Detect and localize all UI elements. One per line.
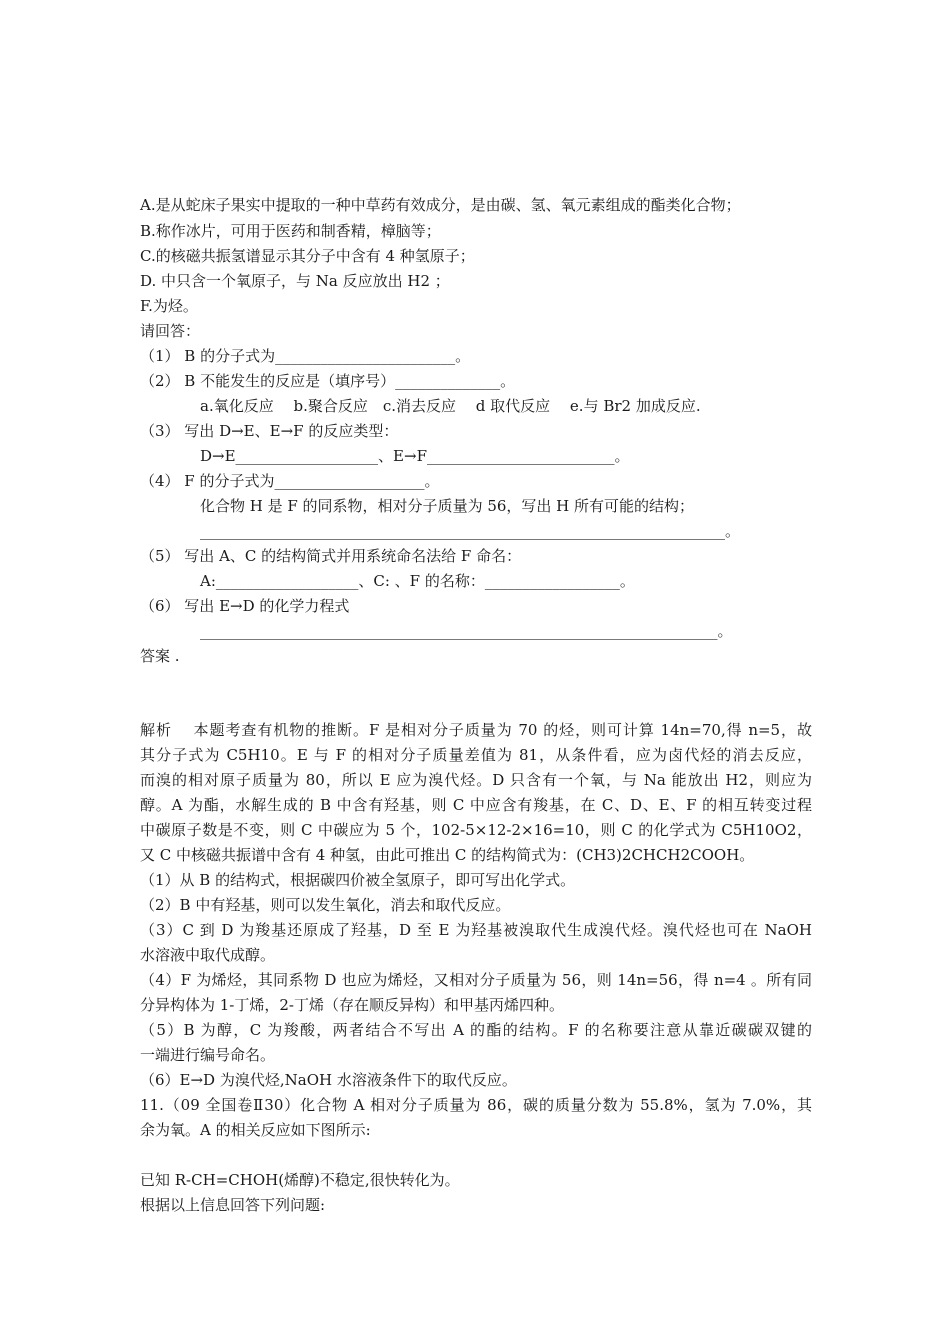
question-4: （4） F 的分子式为____________________。 [140, 472, 440, 490]
question-4-sub: 化合物 H 是 F 的同系物，相对分子质量为 56，写出 H 所有可能的结构； [200, 497, 695, 515]
intro-line-f: F.为烃。 [140, 297, 198, 315]
question-6-blank: _____________________________________________________________________。 [200, 622, 733, 640]
intro-line-c: C.的核磁共振氢谱显示其分子中含有 4 种氢原子； [140, 247, 475, 265]
problem-11-line: 余为氧。A 的相关反应如下图所示: [140, 1121, 371, 1139]
analysis-line: 又 C 中核磁共振谱中含有 4 种氢，由此可推出 C 的结构简式为：(CH3)2CHCH2COOH。 [140, 846, 755, 864]
intro-line-a: A.是从蛇床子果实中提取的一种中草药有效成分，是由碳、氢、氧元素组成的酯类化合物； [140, 196, 741, 214]
analysis-line: 中碳原子数是不变，则 C 中碳应为 5 个，102-5×12-2×16=10，则 C 的化学式为 C5H10O2， [140, 821, 812, 839]
problem-11-line: 11.（09 全国卷Ⅱ30）化合物 A 相对分子质量为 86，碳的质量分数为 55.8%，氢为 7.0%，其 [140, 1096, 812, 1114]
analysis-line: 而溴的相对原子质量为 80，所以 E 应为溴代烃。D 只含有一个氧，与 Na 能放出 H2，则应为 [140, 771, 812, 789]
analysis-line: （2）B 中有羟基，则可以发生氧化，消去和取代反应。 [140, 896, 511, 914]
question-3: （3） 写出 D→E、E→F 的反应类型： [140, 422, 399, 440]
analysis-line: 其分子式为 C5H10。E 与 F 的相对分子质量差值为 81，从条件看，应为卤代烃的消去反应， [140, 746, 812, 764]
analysis-line: （3）C 到 D 为羧基还原成了羟基，D 至 E 为羟基被溴取代生成溴代烃。溴代烃也可在 NaOH [140, 921, 812, 939]
analysis-line: 醇。A 为酯，水解生成的 B 中含有羟基，则 C 中应含有羧基，在 C、D、E、F 的相互转变过程 [140, 796, 812, 814]
answer-label: 答案 . [140, 647, 180, 665]
question-2-options: a.氧化反应 b.聚合反应 c.消去反应 d 取代反应 e.与 Br2 加成反应. [200, 397, 701, 415]
question-3-blank: D→E___________________、E→F_________________________。 [200, 447, 630, 465]
question-2: （2） B 不能发生的反应是（填序号）______________。 [140, 372, 516, 390]
analysis-line: （4）F 为烯烃，其同系物 D 也应为烯烃，又相对分子质量为 56，则 14n=56，得 n=4 。所有同 [140, 971, 812, 989]
question-6: （6） 写出 E→D 的化学力程式 [140, 597, 350, 615]
analysis-line: （1）从 B 的结构式，根据碳四价被全氢原子，即可写出化学式。 [140, 871, 576, 889]
question-5-blank: A:___________________、C: 、F 的名称：__________________。 [200, 572, 635, 590]
analysis-line: 解析 本题考查有机物的推断。F 是相对分子质量为 70 的烃，则可计算 14n=70,得 n=5，故 [140, 721, 812, 739]
analysis-line: 分异构体为 1-丁烯，2-丁烯（存在顺反异构）和甲基丙烯四种。 [140, 996, 564, 1014]
analysis-line: 一端进行编号命名。 [140, 1046, 276, 1064]
prompt-please-answer: 请回答： [140, 322, 201, 340]
answer-prompt: 根据以上信息回答下列问题: [140, 1196, 326, 1214]
known-condition: 已知 R-CH=CHOH(烯醇)不稳定,很快转化为。 [140, 1171, 460, 1189]
question-1: （1） B 的分子式为________________________。 [140, 347, 471, 365]
analysis-line: （5）B 为醇，C 为羧酸，两者结合不写出 A 的酯的结构。F 的名称要注意从靠近碳碳双键的 [140, 1021, 812, 1039]
analysis-line: 水溶液中取代成醇。 [140, 946, 276, 964]
question-5: （5） 写出 A、C 的结构简式并用系统命名法给 F 命名： [140, 547, 522, 565]
intro-line-b: B.称作冰片，可用于医药和制香精，樟脑等； [140, 222, 441, 240]
question-4-blank: ______________________________________________________________________。 [200, 522, 741, 540]
intro-line-d: D. 中只含一个氧原子，与 Na 反应放出 H2 ； [140, 272, 450, 290]
analysis-line: （6）E→D 为溴代烃,NaOH 水溶液条件下的取代反应。 [140, 1071, 517, 1089]
